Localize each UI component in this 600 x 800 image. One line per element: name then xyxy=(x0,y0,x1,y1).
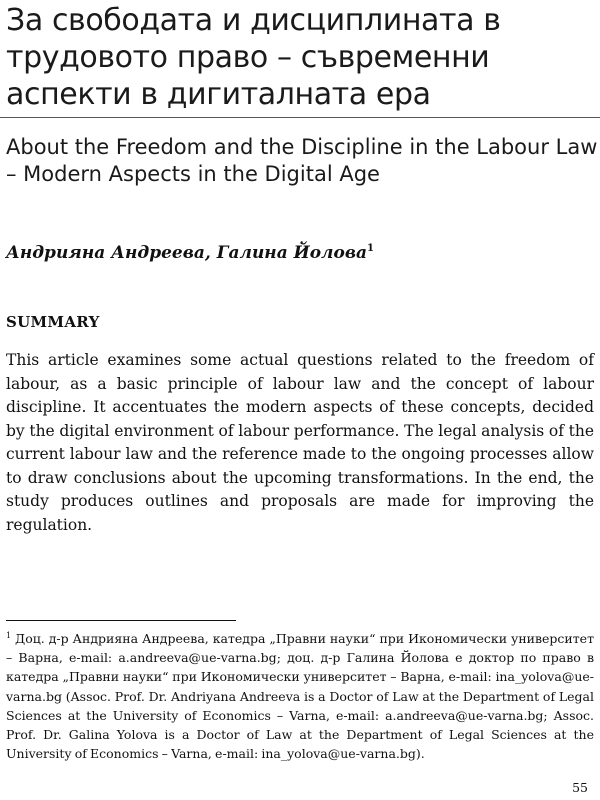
title-english: About the Freedom and the Discipline in the Labour Law – Modern Aspects in the Digital Age xyxy=(6,135,598,186)
author-line xyxy=(6,238,374,264)
footnote-divider xyxy=(6,620,236,621)
title-divider xyxy=(0,117,600,118)
footnote-text: Доц. д-р Андрияна Андреева, катедра „Правни науки“ при Икономически университет – Варна, e-mail: a.andreeva@ue-varna.bg; доц. д-р Галина Йолова е доктор по право в катедра „Правни науки“ при Икономически университет – Варна, e-mail: ina_yolova@ue-varna.bg (Assoc. Prof. Dr. Andriyana Andreeva is a Doctor of Law at the Department of Legal Sciences at the University of Economics – Varna, e-mail: a.andreeva@ue-varna.bg; Assoc. Prof. Dr. Galina Yolova is a Doctor of Law at the Department of Legal Sciences at the University of Economics – Varna, e-mail: ina_yolova@ue-varna.bg). xyxy=(6,631,594,762)
summary-heading: SUMMARY xyxy=(6,313,100,331)
title-bulgarian: За свободата и дисциплината в трудовото право – съвременни аспекти в дигиталната ера xyxy=(6,3,501,112)
page-number: 55 xyxy=(572,780,588,795)
footnote-mark: 1 xyxy=(6,631,12,640)
author-names: Андрияна Андреева, Галина Йолова xyxy=(6,243,368,263)
summary-text: This article examines some actual questions related to the freedom of labour, as a basic principle of labour law and the concept of labour discipline. It accentuates the modern aspects of these concepts, decided by the digital environment of labour performance. The legal analysis of the current labour law and the reference made to the ongoing processes allow to draw conclusions about the upcoming transformations. In the end, the study produces outlines and proposals are made for improving the regulation. xyxy=(6,351,594,534)
footnote xyxy=(6,626,594,763)
author-footnote-mark: 1 xyxy=(367,243,374,254)
